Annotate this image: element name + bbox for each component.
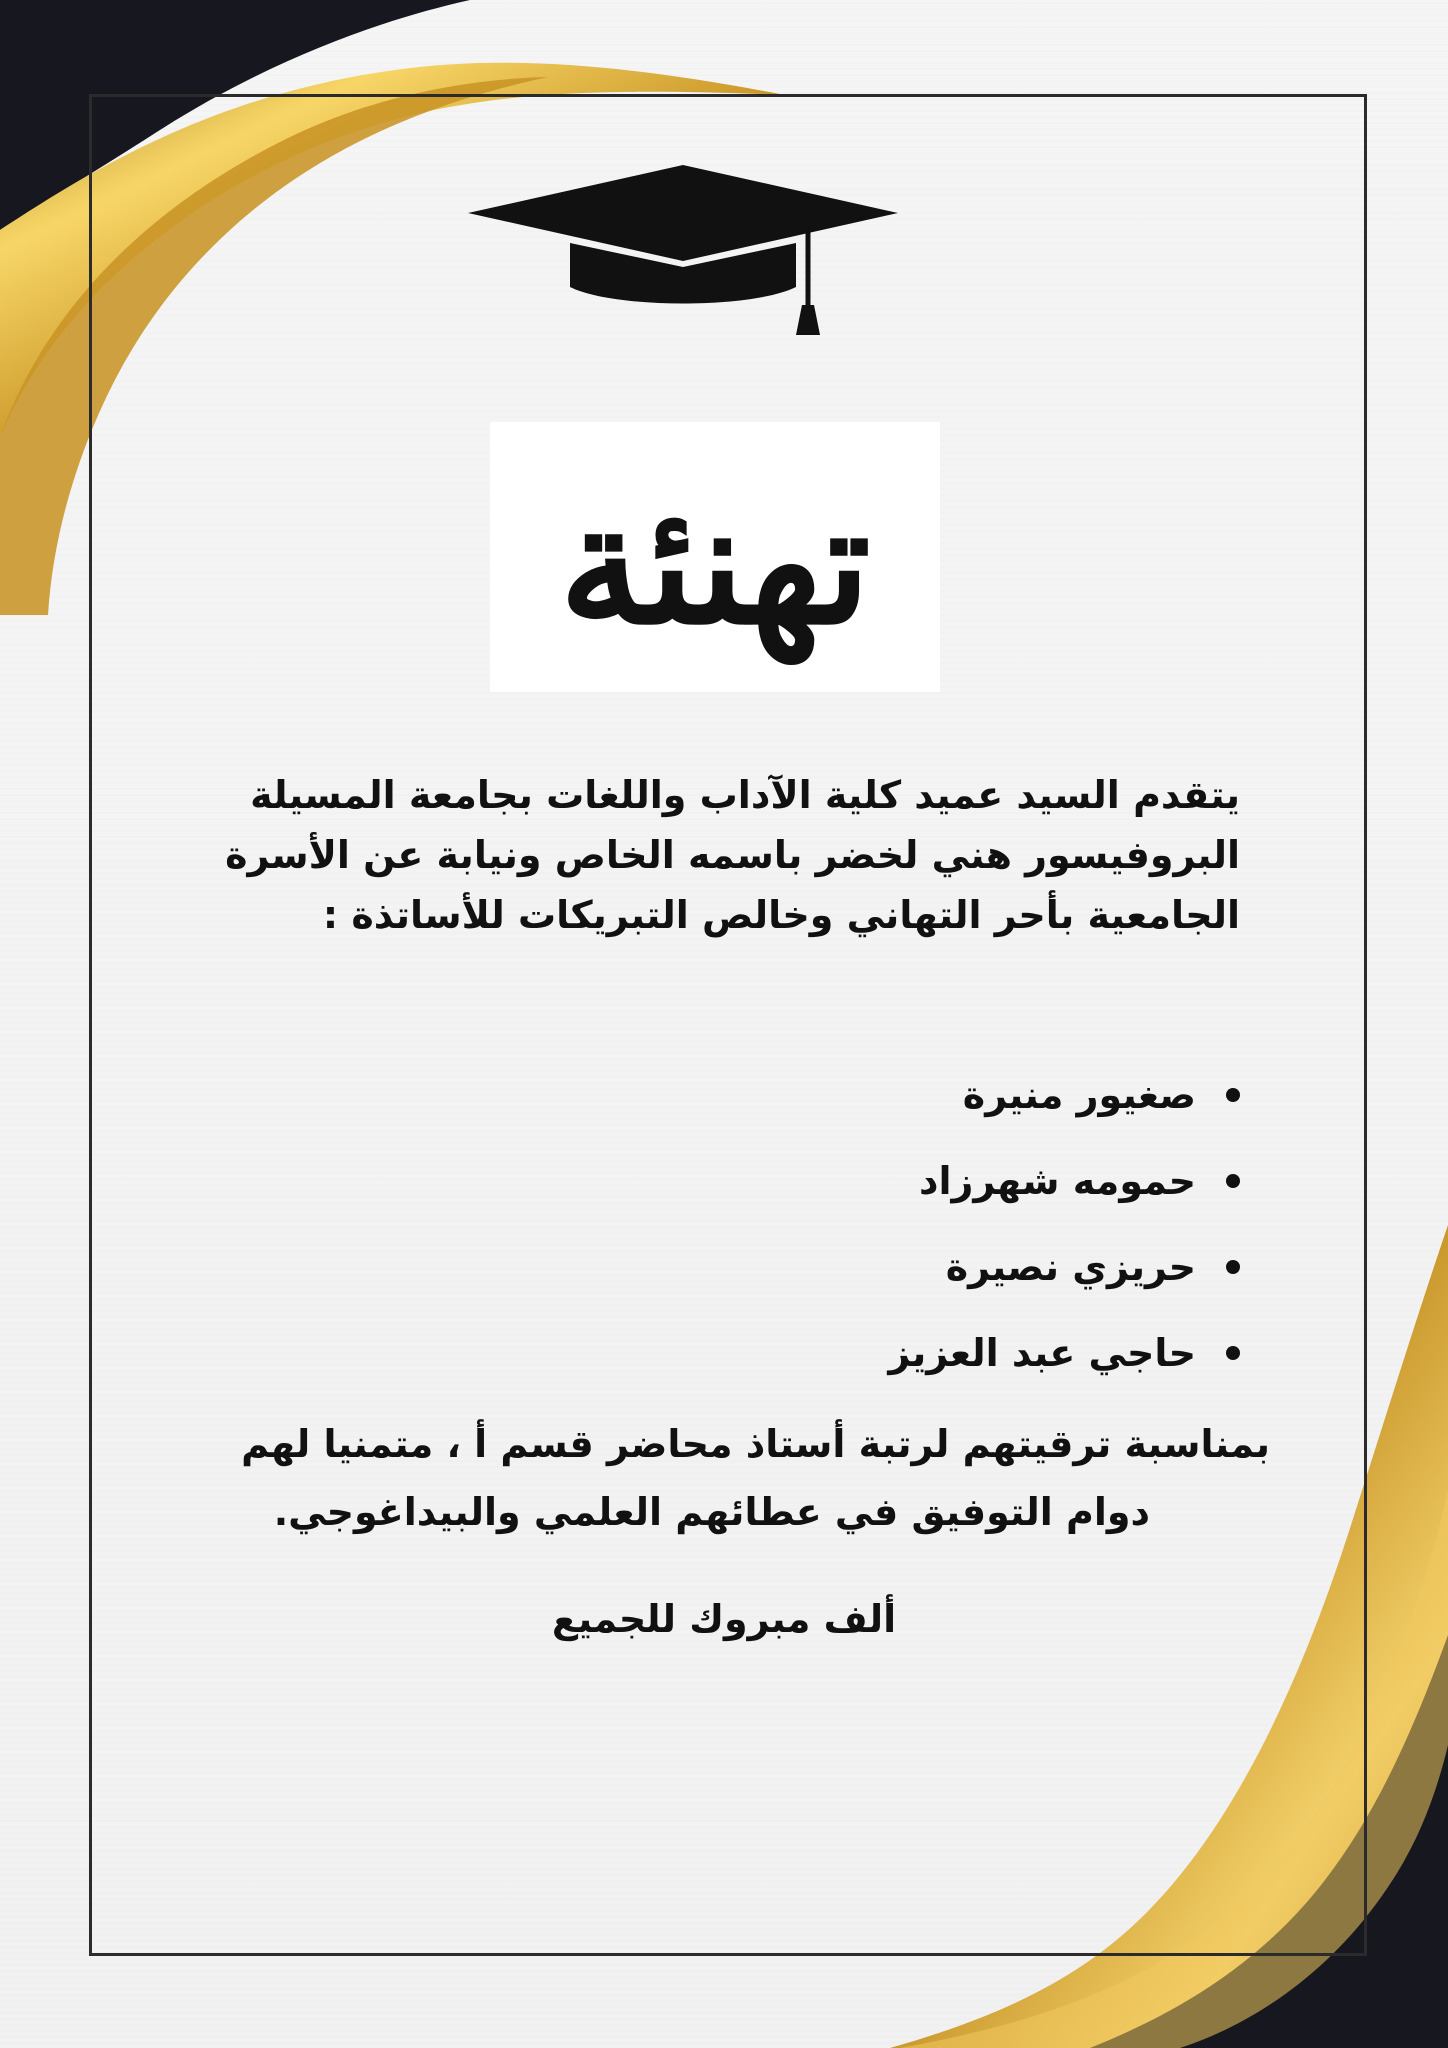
closing-message bbox=[230, 1410, 1270, 1546]
honoree-name: صغيور منيرة bbox=[962, 1073, 1196, 1117]
intro-line-1: يتقدم السيد عميد كلية الآداب واللغات بجامعة المسيلة bbox=[250, 773, 1240, 817]
certificate-frame bbox=[89, 94, 1367, 1956]
intro-line-3: الجامعية بأحر التهاني وخالص التبريكات للأساتذة : bbox=[322, 893, 1240, 937]
closing-line-1: بمناسبة ترقيتهم لرتبة أستاذ محاضر قسم أ ، متمنيا لهم bbox=[241, 1422, 1270, 1466]
bullet-icon bbox=[1226, 1088, 1240, 1102]
intro-line-2: البروفيسور هني لخضر باسمه الخاص ونيابة عن الأسرة bbox=[225, 833, 1240, 877]
list-item bbox=[820, 1052, 1240, 1138]
graduation-cap-icon bbox=[468, 165, 898, 335]
closing-line-2: دوام التوفيق في عطائهم العلمي والبيداغوجي. bbox=[273, 1490, 1150, 1534]
list-item bbox=[820, 1224, 1240, 1310]
honoree-name: حريزي نصيرة bbox=[945, 1245, 1196, 1289]
honorees-list bbox=[820, 1052, 1240, 1396]
calligraphy-title: تهنئة bbox=[559, 467, 871, 662]
honoree-name: حاجي عبد العزيز bbox=[888, 1331, 1196, 1375]
list-item bbox=[820, 1138, 1240, 1224]
bullet-icon bbox=[1226, 1174, 1240, 1188]
bullet-icon bbox=[1226, 1346, 1240, 1360]
final-congratulations: ألف مبروك للجميع bbox=[551, 1597, 897, 1641]
list-item bbox=[820, 1310, 1240, 1396]
bullet-icon bbox=[1226, 1260, 1240, 1274]
intro-message bbox=[210, 765, 1240, 945]
honoree-name: حمومه شهرزاد bbox=[919, 1159, 1196, 1203]
congratulations-calligraphy bbox=[490, 422, 940, 692]
